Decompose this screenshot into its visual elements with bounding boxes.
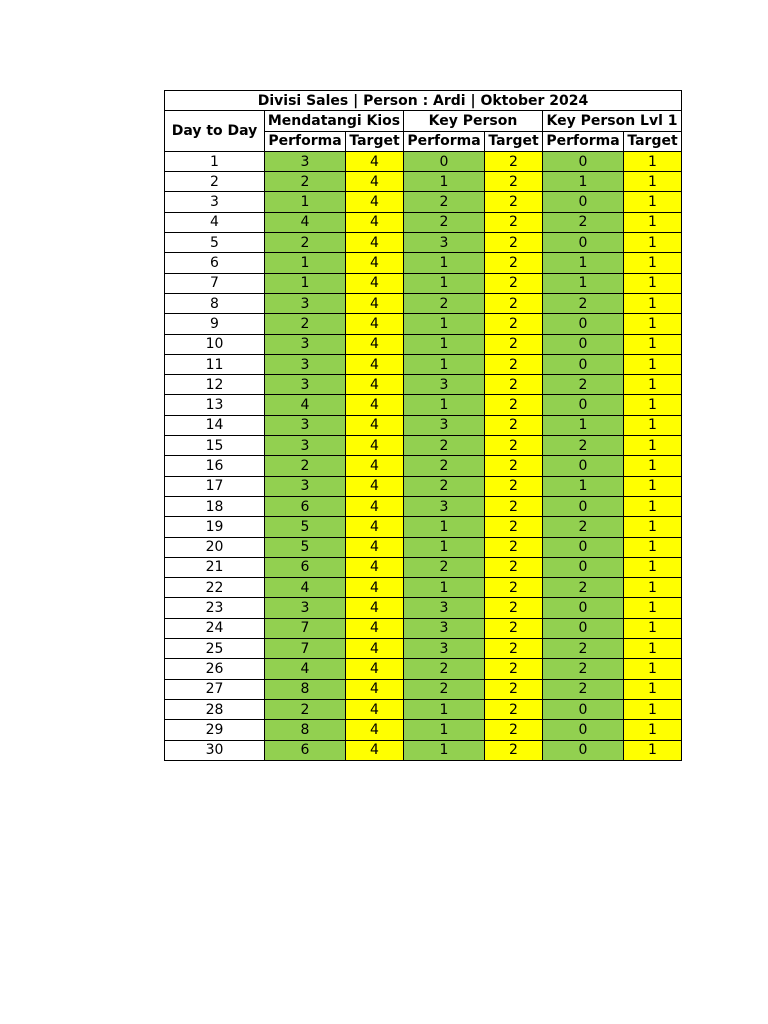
table-row [165,720,682,740]
key-person-lvl-1-performa-cell: 0 [543,618,624,638]
mendatangi-kios-performa-cell: 4 [265,212,346,232]
title-row [165,91,682,111]
day-cell: 25 [165,639,265,659]
key-person-performa-cell: 1 [404,334,485,354]
table-row [165,659,682,679]
day-cell: 19 [165,517,265,537]
key-person-lvl-1-target-cell: 1 [624,314,682,334]
key-person-target-cell: 2 [485,253,543,273]
key-person-lvl-1-target-cell: 1 [624,212,682,232]
key-person-performa-cell: 1 [404,740,485,760]
key-person-target-cell: 2 [485,172,543,192]
sub-header-target: Target [624,131,682,151]
day-cell: 3 [165,192,265,212]
key-person-target-cell: 2 [485,334,543,354]
table-row [165,537,682,557]
mendatangi-kios-target-cell: 4 [346,212,404,232]
mendatangi-kios-performa-cell: 2 [265,699,346,719]
table-row [165,517,682,537]
key-person-lvl-1-performa-cell: 2 [543,436,624,456]
key-person-lvl-1-performa-cell: 2 [543,293,624,313]
key-person-lvl-1-target-cell: 1 [624,436,682,456]
key-person-target-cell: 2 [485,557,543,577]
mendatangi-kios-target-cell: 4 [346,273,404,293]
mendatangi-kios-performa-cell: 7 [265,618,346,638]
group-header-key-person: Key Person [404,111,543,131]
key-person-lvl-1-performa-cell: 1 [543,253,624,273]
key-person-lvl-1-target-cell: 1 [624,375,682,395]
mendatangi-kios-performa-cell: 8 [265,720,346,740]
key-person-performa-cell: 1 [404,354,485,374]
mendatangi-kios-target-cell: 4 [346,659,404,679]
table-row [165,375,682,395]
key-person-target-cell: 2 [485,618,543,638]
key-person-lvl-1-performa-cell: 2 [543,375,624,395]
table-row [165,496,682,516]
key-person-target-cell: 2 [485,293,543,313]
table-row [165,192,682,212]
mendatangi-kios-performa-cell: 2 [265,233,346,253]
key-person-performa-cell: 2 [404,557,485,577]
key-person-target-cell: 2 [485,699,543,719]
key-person-lvl-1-target-cell: 1 [624,233,682,253]
key-person-lvl-1-target-cell: 1 [624,273,682,293]
key-person-performa-cell: 1 [404,517,485,537]
key-person-performa-cell: 2 [404,212,485,232]
day-cell: 27 [165,679,265,699]
key-person-lvl-1-target-cell: 1 [624,192,682,212]
table-row [165,679,682,699]
day-cell: 20 [165,537,265,557]
key-person-lvl-1-performa-cell: 1 [543,476,624,496]
key-person-lvl-1-target-cell: 1 [624,578,682,598]
table-row [165,740,682,760]
mendatangi-kios-target-cell: 4 [346,496,404,516]
day-cell: 28 [165,699,265,719]
day-cell: 22 [165,578,265,598]
key-person-target-cell: 2 [485,436,543,456]
day-cell: 17 [165,476,265,496]
key-person-target-cell: 2 [485,151,543,171]
mendatangi-kios-target-cell: 4 [346,334,404,354]
mendatangi-kios-target-cell: 4 [346,151,404,171]
mendatangi-kios-target-cell: 4 [346,456,404,476]
key-person-lvl-1-performa-cell: 0 [543,395,624,415]
day-cell: 13 [165,395,265,415]
day-cell: 15 [165,436,265,456]
key-person-lvl-1-target-cell: 1 [624,720,682,740]
key-person-lvl-1-performa-cell: 2 [543,517,624,537]
day-cell: 24 [165,618,265,638]
key-person-lvl-1-target-cell: 1 [624,496,682,516]
key-person-target-cell: 2 [485,659,543,679]
key-person-lvl-1-performa-cell: 2 [543,578,624,598]
day-cell: 1 [165,151,265,171]
mendatangi-kios-performa-cell: 3 [265,476,346,496]
key-person-lvl-1-target-cell: 1 [624,456,682,476]
mendatangi-kios-performa-cell: 3 [265,436,346,456]
key-person-performa-cell: 3 [404,618,485,638]
key-person-lvl-1-target-cell: 1 [624,354,682,374]
mendatangi-kios-target-cell: 4 [346,395,404,415]
mendatangi-kios-performa-cell: 5 [265,517,346,537]
mendatangi-kios-target-cell: 4 [346,415,404,435]
table-row [165,436,682,456]
sub-header-performa: Performa [543,131,624,151]
mendatangi-kios-performa-cell: 2 [265,172,346,192]
key-person-lvl-1-performa-cell: 0 [543,699,624,719]
table-row [165,699,682,719]
table-row [165,639,682,659]
key-person-target-cell: 2 [485,517,543,537]
day-cell: 10 [165,334,265,354]
table-row [165,334,682,354]
sub-header-target: Target [485,131,543,151]
mendatangi-kios-performa-cell: 3 [265,375,346,395]
mendatangi-kios-target-cell: 4 [346,679,404,699]
key-person-performa-cell: 1 [404,314,485,334]
mendatangi-kios-target-cell: 4 [346,476,404,496]
key-person-target-cell: 2 [485,354,543,374]
key-person-performa-cell: 1 [404,253,485,273]
key-person-target-cell: 2 [485,639,543,659]
key-person-performa-cell: 1 [404,578,485,598]
mendatangi-kios-performa-cell: 3 [265,598,346,618]
mendatangi-kios-target-cell: 4 [346,537,404,557]
key-person-lvl-1-target-cell: 1 [624,659,682,679]
key-person-target-cell: 2 [485,598,543,618]
day-to-day-header: Day to Day [165,111,265,152]
table-row [165,212,682,232]
day-cell: 8 [165,293,265,313]
mendatangi-kios-target-cell: 4 [346,598,404,618]
key-person-lvl-1-performa-cell: 1 [543,415,624,435]
day-cell: 26 [165,659,265,679]
mendatangi-kios-performa-cell: 3 [265,293,346,313]
table-row [165,578,682,598]
mendatangi-kios-performa-cell: 8 [265,679,346,699]
mendatangi-kios-target-cell: 4 [346,699,404,719]
mendatangi-kios-target-cell: 4 [346,720,404,740]
table-row [165,273,682,293]
key-person-lvl-1-performa-cell: 0 [543,496,624,516]
mendatangi-kios-performa-cell: 2 [265,314,346,334]
key-person-lvl-1-performa-cell: 2 [543,659,624,679]
key-person-performa-cell: 1 [404,172,485,192]
key-person-performa-cell: 1 [404,537,485,557]
key-person-target-cell: 2 [485,679,543,699]
key-person-lvl-1-target-cell: 1 [624,598,682,618]
day-cell: 16 [165,456,265,476]
mendatangi-kios-performa-cell: 4 [265,659,346,679]
key-person-lvl-1-target-cell: 1 [624,151,682,171]
key-person-target-cell: 2 [485,233,543,253]
key-person-target-cell: 2 [485,314,543,334]
mendatangi-kios-performa-cell: 1 [265,192,346,212]
mendatangi-kios-performa-cell: 1 [265,253,346,273]
key-person-target-cell: 2 [485,395,543,415]
mendatangi-kios-performa-cell: 4 [265,578,346,598]
table-row [165,415,682,435]
day-cell: 29 [165,720,265,740]
key-person-lvl-1-target-cell: 1 [624,537,682,557]
day-cell: 9 [165,314,265,334]
mendatangi-kios-target-cell: 4 [346,172,404,192]
key-person-lvl-1-performa-cell: 0 [543,354,624,374]
key-person-lvl-1-performa-cell: 1 [543,172,624,192]
mendatangi-kios-performa-cell: 4 [265,395,346,415]
key-person-lvl-1-performa-cell: 0 [543,740,624,760]
table-row [165,151,682,171]
table-row [165,233,682,253]
table-body [165,151,682,760]
day-cell: 12 [165,375,265,395]
mendatangi-kios-target-cell: 4 [346,354,404,374]
mendatangi-kios-target-cell: 4 [346,253,404,273]
day-cell: 23 [165,598,265,618]
mendatangi-kios-performa-cell: 7 [265,639,346,659]
key-person-lvl-1-target-cell: 1 [624,253,682,273]
group-header-mendatangi-kios: Mendatangi Kios [265,111,404,131]
mendatangi-kios-performa-cell: 6 [265,740,346,760]
key-person-target-cell: 2 [485,496,543,516]
key-person-target-cell: 2 [485,273,543,293]
day-cell: 7 [165,273,265,293]
key-person-performa-cell: 2 [404,659,485,679]
mendatangi-kios-target-cell: 4 [346,740,404,760]
key-person-performa-cell: 2 [404,192,485,212]
day-cell: 11 [165,354,265,374]
key-person-target-cell: 2 [485,537,543,557]
key-person-performa-cell: 2 [404,456,485,476]
key-person-performa-cell: 1 [404,395,485,415]
key-person-lvl-1-performa-cell: 0 [543,720,624,740]
key-person-lvl-1-target-cell: 1 [624,395,682,415]
key-person-lvl-1-performa-cell: 0 [543,192,624,212]
mendatangi-kios-performa-cell: 2 [265,456,346,476]
key-person-performa-cell: 3 [404,375,485,395]
key-person-lvl-1-target-cell: 1 [624,517,682,537]
day-cell: 5 [165,233,265,253]
key-person-performa-cell: 2 [404,293,485,313]
table-row [165,253,682,273]
key-person-lvl-1-performa-cell: 0 [543,151,624,171]
day-cell: 18 [165,496,265,516]
table-row [165,618,682,638]
mendatangi-kios-performa-cell: 3 [265,415,346,435]
key-person-target-cell: 2 [485,212,543,232]
key-person-target-cell: 2 [485,375,543,395]
key-person-lvl-1-target-cell: 1 [624,415,682,435]
key-person-performa-cell: 3 [404,496,485,516]
key-person-lvl-1-target-cell: 1 [624,293,682,313]
key-person-performa-cell: 2 [404,436,485,456]
table-title: Divisi Sales | Person : Ardi | Oktober 2024 [165,91,682,111]
key-person-lvl-1-performa-cell: 0 [543,598,624,618]
key-person-lvl-1-target-cell: 1 [624,334,682,354]
sub-header-target: Target [346,131,404,151]
key-person-lvl-1-target-cell: 1 [624,476,682,496]
key-person-lvl-1-target-cell: 1 [624,557,682,577]
mendatangi-kios-performa-cell: 5 [265,537,346,557]
key-person-lvl-1-performa-cell: 0 [543,334,624,354]
day-cell: 6 [165,253,265,273]
table-row [165,314,682,334]
sub-header-performa: Performa [265,131,346,151]
key-person-performa-cell: 1 [404,699,485,719]
key-person-lvl-1-performa-cell: 0 [543,456,624,476]
key-person-lvl-1-performa-cell: 0 [543,314,624,334]
key-person-target-cell: 2 [485,720,543,740]
key-person-target-cell: 2 [485,740,543,760]
mendatangi-kios-target-cell: 4 [346,375,404,395]
day-cell: 4 [165,212,265,232]
table-row [165,395,682,415]
key-person-lvl-1-performa-cell: 2 [543,679,624,699]
key-person-performa-cell: 1 [404,273,485,293]
mendatangi-kios-target-cell: 4 [346,192,404,212]
key-person-lvl-1-performa-cell: 0 [543,537,624,557]
key-person-lvl-1-performa-cell: 0 [543,233,624,253]
table-row [165,293,682,313]
mendatangi-kios-target-cell: 4 [346,639,404,659]
sub-header-performa: Performa [404,131,485,151]
performance-table [164,90,682,761]
key-person-lvl-1-target-cell: 1 [624,740,682,760]
table-row [165,456,682,476]
key-person-performa-cell: 2 [404,679,485,699]
mendatangi-kios-target-cell: 4 [346,517,404,537]
mendatangi-kios-target-cell: 4 [346,233,404,253]
key-person-performa-cell: 3 [404,598,485,618]
table-row [165,172,682,192]
key-person-target-cell: 2 [485,415,543,435]
key-person-lvl-1-performa-cell: 2 [543,212,624,232]
key-person-lvl-1-target-cell: 1 [624,172,682,192]
day-cell: 30 [165,740,265,760]
day-cell: 14 [165,415,265,435]
mendatangi-kios-target-cell: 4 [346,578,404,598]
group-header-key-person-lvl-1: Key Person Lvl 1 [543,111,682,131]
mendatangi-kios-performa-cell: 3 [265,354,346,374]
key-person-lvl-1-target-cell: 1 [624,639,682,659]
key-person-lvl-1-target-cell: 1 [624,618,682,638]
day-cell: 2 [165,172,265,192]
key-person-lvl-1-performa-cell: 1 [543,273,624,293]
key-person-target-cell: 2 [485,192,543,212]
table-row [165,476,682,496]
group-header-row [165,111,682,131]
key-person-performa-cell: 2 [404,476,485,496]
mendatangi-kios-target-cell: 4 [346,293,404,313]
mendatangi-kios-performa-cell: 3 [265,334,346,354]
key-person-target-cell: 2 [485,456,543,476]
mendatangi-kios-target-cell: 4 [346,314,404,334]
day-cell: 21 [165,557,265,577]
mendatangi-kios-target-cell: 4 [346,436,404,456]
key-person-target-cell: 2 [485,476,543,496]
table-row [165,557,682,577]
key-person-lvl-1-target-cell: 1 [624,699,682,719]
key-person-lvl-1-performa-cell: 2 [543,639,624,659]
key-person-performa-cell: 3 [404,639,485,659]
mendatangi-kios-performa-cell: 6 [265,496,346,516]
mendatangi-kios-target-cell: 4 [346,618,404,638]
mendatangi-kios-performa-cell: 1 [265,273,346,293]
key-person-lvl-1-performa-cell: 0 [543,557,624,577]
mendatangi-kios-performa-cell: 6 [265,557,346,577]
key-person-target-cell: 2 [485,578,543,598]
key-person-lvl-1-target-cell: 1 [624,679,682,699]
table-row [165,354,682,374]
mendatangi-kios-performa-cell: 3 [265,151,346,171]
key-person-performa-cell: 1 [404,720,485,740]
mendatangi-kios-target-cell: 4 [346,557,404,577]
key-person-performa-cell: 0 [404,151,485,171]
key-person-performa-cell: 3 [404,233,485,253]
table-row [165,598,682,618]
key-person-performa-cell: 3 [404,415,485,435]
